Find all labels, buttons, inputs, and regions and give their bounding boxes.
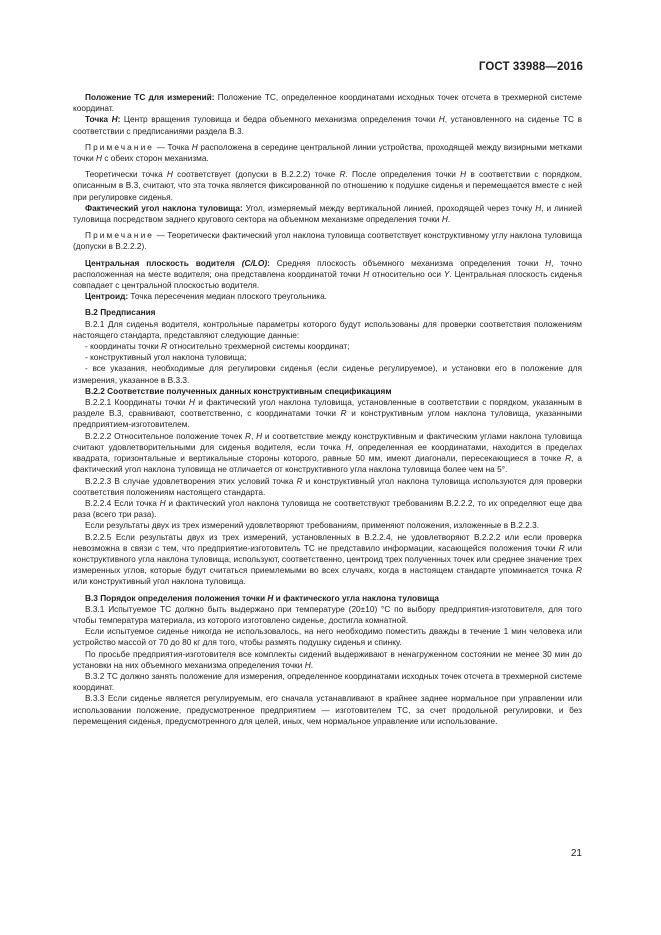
clause-b3-2: В.3.2 ТС должно занять положение для измерения, определенное координатами исходных точек отсчета в трехмерной системе координат. [73,670,582,693]
page-number: 21 [570,848,582,859]
note-h-point: Примечание — Точка Н расположена в середине центральной линии устройства, проходящей между визирными метками точки Н с обеих сторон механизма. [73,141,582,164]
definition-centroid: Центроид: Точка пересечения медиан плоского треугольника. [85,291,327,302]
section-heading-b2-2: В.2.2 Соответствие полученных данных конструктивным спецификациям [85,385,392,396]
clause-b2-2-5: В.2.2.5 Если результаты двух из трех измерений, установленных в В.2.2.4, не удовлетворяют В.2.2.2 или если проверка невозможна в связи с тем, что предприятие-изготовитель ТС не представило информации, касающейся положения точки R или конструктивного угла наклона туловища, используют, соответственно, центроид трех полученных точек или среднее значение трех измеренных углов, которые будут считаться приемлемыми во всех случаях, когда в настоящем стандарте упоминается точка R или конструктивный угол наклона туловища. [73,531,582,587]
note-torso-angle: Примечание — Теоретически фактический угол наклона туловища соответствует конструктивному углу наклона туловища (допуски в В.2.2.2). [73,230,582,252]
clause-b2-2-3: В.2.2.3 В случае удовлетворения этих условий точка R и конструктивный угол наклона туловища используются для проверки соответствия положениям настоящего стандарта. [73,475,582,497]
definition-driver-centre-plane: Центральная плоскость водителя (C/LO): Средняя плоскость объемного механизма определения точки Н, точно расположенная на месте водителя; она представлена координатой точки Н относительно оси Y. Центральная плоскость сиденья совпадает с центральной плоскостью водителя. [73,257,582,291]
clause-b3-3: В.3.3 Если сиденье является регулируемым, его сначала устанавливают в крайнее заднее нормальное при управлении или использовании положение, предусмотренное предприятием — изготовителем ТС, за счет продольной регулировки, и без перемещения сиденья, предусмотренного для целей, иных, чем нормальное управление или использование. [73,693,582,726]
clause-b3-1-seat-new: Если испытуемое сиденье никогда не использовалось, на него необходимо поместить дважды в течение 1 мин человека или устройство массой от 70 до 80 кг для того, чтобы размять подушку сиденья и спинку. [73,626,582,648]
clause-b3-1: В.3.1 Испытуемое ТС должно быть выдержано при температуре (20±10) °С по выбору предприятия-изготовителя, для того чтобы температура материала, из которого изготовлено сиденье, достигла комнатной. [73,603,582,625]
clause-b2-2-4-continued: Если результаты двух из трех измерений удовлетворяют требованиям, применяют положения, изложенные в В.2.2.3. [85,520,540,531]
clause-b2-2-2: В.2.2.2 Относительное положение точек R, Н и соответствие между конструктивным и фактическим углами наклона туловища считают удовлетворительными для сиденья водителя, если точка Н, определенная ее координатами, находится в пределах квадрата, горизонтальные и вертикальные стороны которого, равные 50 мм, имеют диагонали, пересекающиеся в точке R, а фактический угол наклона туловища не отличается от конструктивного угла наклона туловища более чем на 5°. [73,430,582,475]
list-item-design-angle: - конструктивный угол наклона туловища; [85,352,247,363]
list-item-adjustment: - все указания, необходимые для регулировки сиденья (если сиденье регулируемое), и установки его в положение для измерения, указанное в В.3.3. [73,363,582,385]
clause-b2-2-4: В.2.2.4 Если точка Н и фактический угол наклона туловища не соответствуют требованиям В.2.2.2, то их определяют еще два раза (всего три раза). [73,497,583,520]
clause-b3-1-unloaded: По просьбе предприятия-изготовителя все комплекты сидений выдерживают в ненагруженном состоянии не менее 30 мин до установки на них объемного механизма определения точки Н. [73,648,582,670]
clause-b2-2-1: В.2.2.1 Координаты точки Н и фактический угол наклона туловища, установленные в соответствии с порядком, указанным в разделе В.3, сравнивают, соответственно, с координатами точки R и конструктивным углом наклона туловища, указанными предприятием-изготовителем. [73,397,582,430]
document-body [73,92,582,727]
clause-b2-1: В.2.1 Для сиденья водителя, контрольные параметры которого будут использованы для проверки соответствия положениям настоящего стандарта, представляют следующие данные: [73,318,582,340]
definition-actual-torso-angle: Фактический угол наклона туловища: Угол, измеряемый между вертикальной линией, проходящей через точку Н, и линией туловища посредством заднего кругового сектора на объемном механизме определения точки Н. [73,202,582,225]
section-heading-b3: В.3 Порядок определения положения точки Н и фактического угла наклона туловища [85,592,440,603]
definition-measurement-position: Положение ТС для измерений: Положение ТС, определенное координатами исходных точек отсчета в трехмерной системе координат. [73,92,582,114]
paragraph-theoretical-h-point: Теоретически точка Н соответствует (допуски в В.2.2.2) точке R. После определения точки Н в соответствии с порядком, описанным в В.3, считают, что эта точка является фиксированной по отношению к подушке сиденья и перемещается вместе с ней при регулировке сиденья. [73,169,582,202]
document-code: ГОСТ 33988—2016 [478,61,583,73]
section-heading-b2: В.2 Предписания [85,307,156,318]
list-item-coordinates: - координаты точки R относительно трехмерной системы координат; [85,341,350,352]
definition-h-point: Точка Н: Центр вращения туловища и бедра объемного механизма определения точки Н, установленного на сиденье ТС в соответствии с предписаниями раздела В.3. [73,114,582,136]
